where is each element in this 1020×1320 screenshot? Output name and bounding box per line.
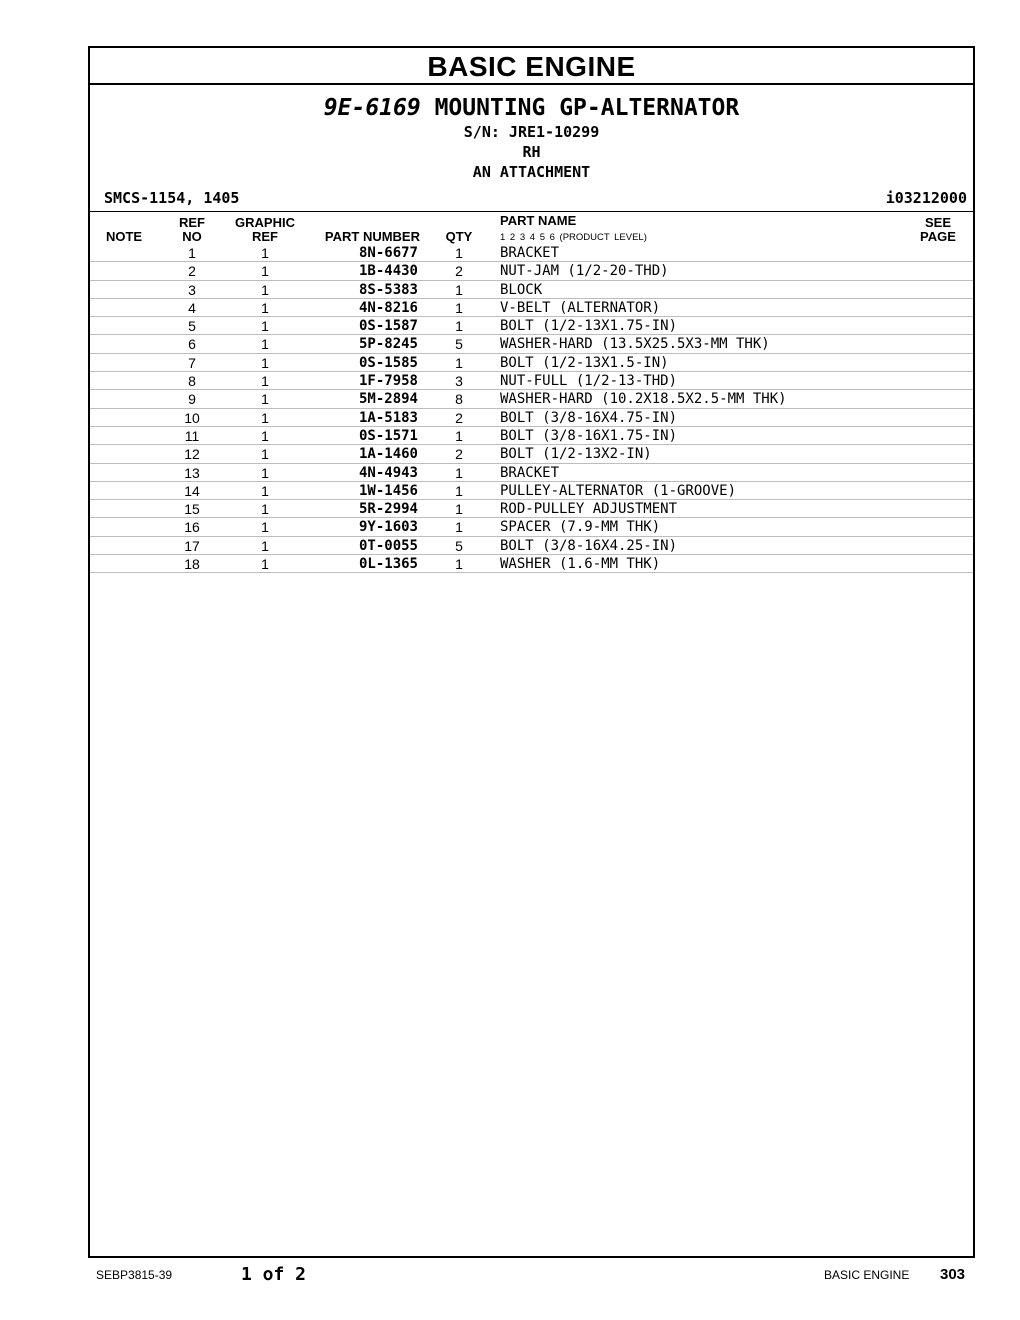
part-name: V-BELT (ALTERNATOR) [500, 299, 661, 316]
quantity: 1 [455, 299, 463, 316]
table-row [90, 281, 973, 299]
footer-page-of: 1 of 2 [241, 1264, 307, 1285]
quantity: 1 [455, 245, 463, 261]
ref-no: 10 [184, 409, 200, 426]
graphic-ref: 1 [261, 464, 269, 481]
part-number: 8S-5383 [358, 281, 418, 298]
quantity: 1 [455, 318, 463, 335]
table-row [90, 500, 973, 518]
quantity: 2 [455, 409, 463, 426]
ref-no: 9 [188, 391, 196, 408]
graphic-ref: 1 [261, 354, 269, 371]
graphic-ref: 1 [261, 482, 269, 499]
part-number: 0S-1571 [358, 427, 418, 444]
col-part-number: PART NUMBER [324, 229, 420, 244]
col-graphic-bottom: REF [252, 229, 278, 244]
part-name: BOLT (1/2-13X1.75-IN) [500, 318, 678, 335]
graphic-ref: 1 [261, 299, 269, 316]
quantity: 1 [455, 501, 463, 518]
part-name: WASHER-HARD (13.5X25.5X3-MM THK) [500, 336, 770, 353]
section-title: BASIC ENGINE [90, 48, 973, 85]
part-number: 0S-1585 [358, 354, 418, 371]
graphic-ref: 1 [261, 281, 269, 298]
quantity: 8 [455, 391, 463, 408]
ref-no: 5 [188, 318, 196, 335]
part-name: BOLT (1/2-13X2-IN) [500, 446, 652, 463]
part-number: 9Y-1603 [358, 519, 418, 536]
quantity: 5 [455, 336, 463, 353]
product-levels: 1 2 3 4 5 6 (PRODUCT LEVEL) [500, 232, 647, 243]
ref-no: 11 [184, 427, 200, 444]
graphic-ref: 1 [261, 537, 269, 554]
part-number: 4N-4943 [358, 464, 418, 481]
part-number: 1F-7958 [358, 373, 418, 390]
table-row [90, 445, 973, 463]
part-name: SPACER (7.9-MM THK) [500, 519, 661, 536]
graphic-ref: 1 [261, 556, 269, 573]
table-row [90, 372, 973, 390]
ref-no: 14 [184, 482, 200, 499]
ref-no: 13 [184, 464, 200, 481]
part-number: 5M-2894 [358, 391, 418, 408]
table-row [90, 299, 973, 317]
ref-no: 16 [184, 519, 200, 536]
table-row [90, 409, 973, 427]
footer-doc-id: SEBP3815-39 [96, 1268, 173, 1282]
ref-no: 2 [188, 263, 196, 280]
ref-no: 6 [188, 336, 196, 353]
part-number: 1A-1460 [358, 446, 418, 463]
ref-no: 1 [188, 245, 196, 261]
part-name: BRACKET [500, 464, 560, 481]
graphic-ref: 1 [261, 446, 269, 463]
quantity: 1 [455, 556, 463, 573]
part-number: 1A-5183 [358, 409, 418, 426]
table-row [90, 537, 973, 555]
graphic-ref: 1 [261, 519, 269, 536]
part-number: 0S-1587 [358, 318, 418, 335]
quantity: 2 [455, 446, 463, 463]
part-number: 0T-0055 [358, 537, 418, 554]
part-name: PULLEY-ALTERNATOR (1-GROOVE) [500, 482, 737, 499]
quantity: 1 [455, 281, 463, 298]
footer-page-number: 303 [940, 1266, 966, 1283]
ref-no: 4 [188, 299, 196, 316]
ref-no: 12 [184, 446, 200, 463]
group-title [90, 94, 973, 122]
table-row [90, 317, 973, 335]
group-type: AN ATTACHMENT [472, 163, 591, 181]
quantity: 1 [455, 519, 463, 536]
part-number: 8N-6677 [358, 245, 418, 261]
col-ref-bottom: NO [182, 229, 202, 244]
parts-table [90, 244, 973, 573]
graphic-ref: 1 [261, 427, 269, 444]
col-qty: QTY [445, 229, 473, 244]
col-ref-top: REF [179, 215, 205, 230]
quantity: 2 [455, 263, 463, 280]
quantity: 1 [455, 464, 463, 481]
part-name: NUT-FULL (1/2-13-THD) [500, 373, 678, 390]
graphic-ref: 1 [261, 336, 269, 353]
table-row [90, 354, 973, 372]
table-row [90, 335, 973, 353]
ref-no: 7 [188, 354, 196, 371]
part-number: 4N-8216 [358, 299, 418, 316]
page-frame [88, 46, 975, 1258]
ref-no: 18 [184, 556, 200, 573]
part-number: 0L-1365 [358, 556, 418, 573]
graphic-ref: 1 [261, 373, 269, 390]
part-number: 1W-1456 [358, 482, 418, 499]
quantity: 1 [455, 482, 463, 499]
part-name: BOLT (3/8-16X4.25-IN) [500, 537, 678, 554]
table-row [90, 464, 973, 482]
group-name: MOUNTING GP-ALTERNATOR [434, 95, 740, 121]
table-row [90, 427, 973, 445]
quantity: 1 [455, 427, 463, 444]
part-name: ROD-PULLEY ADJUSTMENT [500, 501, 678, 518]
group-side: RH [522, 143, 541, 161]
part-name: WASHER-HARD (10.2X18.5X2.5-MM THK) [500, 391, 787, 408]
illustration-id: i03212000 [885, 189, 967, 207]
part-name: BRACKET [500, 245, 560, 261]
col-part-name: PART NAME [500, 213, 577, 228]
quantity: 3 [455, 373, 463, 390]
quantity: 5 [455, 537, 463, 554]
graphic-ref: 1 [261, 391, 269, 408]
ref-no: 3 [188, 281, 196, 298]
quantity: 1 [455, 354, 463, 371]
part-number: 5P-8245 [358, 336, 418, 353]
part-name: BLOCK [500, 281, 543, 298]
group-part-number: 9E-6169 [323, 95, 421, 121]
serial-number: S/N: JRE1-10299 [463, 123, 600, 141]
part-name: BOLT (3/8-16X4.75-IN) [500, 409, 678, 426]
col-see-top: SEE [924, 215, 951, 230]
table-row [90, 518, 973, 536]
header-rule [90, 211, 973, 212]
graphic-ref: 1 [261, 409, 269, 426]
graphic-ref: 1 [261, 245, 269, 261]
graphic-ref: 1 [261, 501, 269, 518]
col-graphic-top: GRAPHIC [235, 215, 295, 230]
part-number: 5R-2994 [358, 501, 418, 518]
graphic-ref: 1 [261, 318, 269, 335]
ref-no: 17 [184, 537, 200, 554]
graphic-ref: 1 [261, 263, 269, 280]
ref-no: 15 [184, 501, 200, 518]
table-row [90, 482, 973, 500]
table-row [90, 262, 973, 280]
part-name: BOLT (1/2-13X1.5-IN) [500, 354, 669, 371]
part-name: WASHER (1.6-MM THK) [500, 556, 661, 573]
group-header [90, 94, 973, 182]
col-note: NOTE [105, 229, 143, 244]
smcs-code: SMCS-1154, 1405 [104, 189, 240, 207]
part-name: NUT-JAM (1/2-20-THD) [500, 263, 669, 280]
footer-section: BASIC ENGINE [824, 1268, 910, 1282]
col-see-bottom: PAGE [920, 229, 956, 244]
table-row [90, 390, 973, 408]
part-number: 1B-4430 [358, 263, 418, 280]
part-name: BOLT (3/8-16X1.75-IN) [500, 427, 678, 444]
ref-no: 8 [188, 373, 196, 390]
table-row [90, 244, 973, 262]
table-row [90, 555, 973, 573]
